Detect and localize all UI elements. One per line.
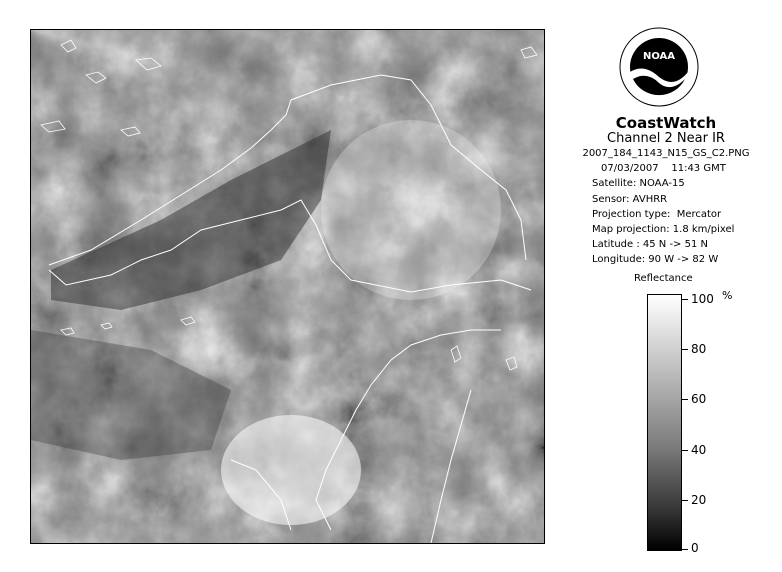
colorbar-tick — [682, 299, 688, 300]
latitude-label: Latitude : 45 N -> 51 N — [592, 239, 708, 250]
projection-type-label: Projection type: Mercator — [592, 209, 722, 220]
colorbar-tick-label: 80 — [691, 342, 707, 356]
noaa-logo — [619, 27, 699, 107]
filename: 2007_184_1143_N15_GS_C2.PNG — [582, 148, 750, 159]
datetime: 07/03/2007 11:43 GMT — [601, 163, 726, 174]
colorbar-tick-label: 100 — [691, 292, 714, 306]
title: CoastWatch — [615, 114, 717, 132]
map-projection-label: Map projection: 1.8 km/pixel — [592, 224, 735, 235]
colorbar-tick-label: 0 — [691, 541, 699, 555]
colorbar-tick — [682, 399, 688, 400]
logo-text: NOAA — [642, 51, 676, 62]
colorbar-unit: % — [722, 289, 733, 302]
colorbar-tick — [682, 549, 688, 550]
subtitle: Channel 2 Near IR — [607, 131, 725, 146]
colorbar-label: Reflectance — [634, 273, 693, 284]
satellite-image — [30, 29, 545, 544]
colorbar — [647, 294, 682, 551]
satellite-label: Satellite: NOAA-15 — [592, 178, 685, 189]
sensor-label: Sensor: AVHRR — [592, 194, 668, 205]
colorbar-tick — [682, 500, 688, 501]
colorbar-tick-label: 20 — [691, 493, 707, 507]
colorbar-tick-label: 40 — [691, 443, 707, 457]
longitude-label: Longitude: 90 W -> 82 W — [592, 254, 719, 265]
colorbar-tick — [682, 349, 688, 350]
colorbar-tick-label: 60 — [691, 392, 707, 406]
colorbar-tick — [682, 450, 688, 451]
